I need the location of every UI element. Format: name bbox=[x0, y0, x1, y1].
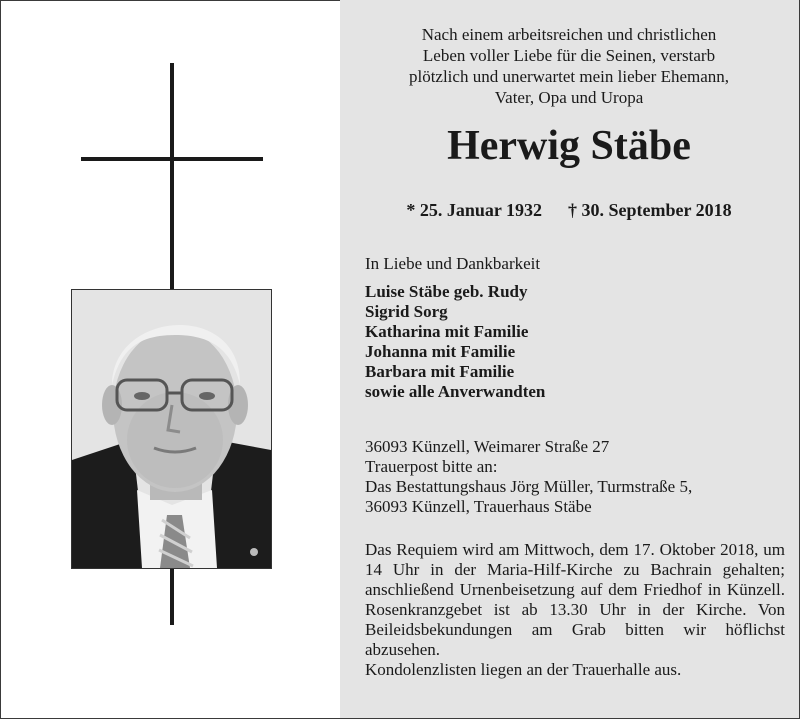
requiem-block bbox=[365, 540, 785, 680]
life-dates bbox=[352, 199, 786, 221]
closing-line: Kondolenzlisten liegen an der Trauerhalle aus. bbox=[365, 660, 682, 679]
cross-horizontal-bar bbox=[81, 157, 263, 161]
mourner: sowie alle Anverwandten bbox=[365, 382, 546, 401]
thanks-line: In Liebe und Dankbarkeit bbox=[365, 254, 541, 273]
mourner: Katharina mit Familie bbox=[365, 322, 529, 341]
intro-line: Vater, Opa und Uropa bbox=[494, 88, 644, 107]
intro-text bbox=[352, 24, 786, 108]
mourner: Sigrid Sorg bbox=[365, 302, 448, 321]
address-line: Trauerpost bitte an: bbox=[365, 457, 498, 476]
birth-date: * 25. Januar 1932 bbox=[406, 200, 543, 220]
address-line: 36093 Künzell, Weimarer Straße 27 bbox=[365, 437, 610, 456]
address-line: Das Bestattungshaus Jörg Müller, Turmstraße 5, bbox=[365, 477, 693, 496]
address-block bbox=[365, 437, 785, 517]
requiem-text: Das Requiem wird am Mittwoch, dem 17. Oktober 2018, um 14 Uhr in der Maria-Hilf-Kirche zu Bachrain gehalten; anschließend Urnenbeisetzung auf dem Friedhof in Künzell. Rosenkranzgebet ist ab 13.30 Uhr in der Kirche. Von Beileidsbekundungen am Grab bitten wir höflichst abzusehen. bbox=[365, 540, 785, 659]
death-date: † 30. September 2018 bbox=[568, 200, 732, 220]
intro-line: Nach einem arbeitsreichen und christlichen bbox=[421, 25, 717, 44]
mourner: Barbara mit Familie bbox=[365, 362, 515, 381]
mourner: Johanna mit Familie bbox=[365, 342, 516, 361]
portrait-photo bbox=[71, 289, 272, 569]
intro-line: Leben voller Liebe für die Seinen, verstarb bbox=[422, 46, 716, 65]
intro-line: plötzlich und unerwartet mein lieber Ehemann, bbox=[408, 67, 730, 86]
mourners-list bbox=[365, 282, 785, 402]
mourner: Luise Stäbe geb. Rudy bbox=[365, 282, 528, 301]
address-line: 36093 Künzell, Trauerhaus Stäbe bbox=[365, 497, 592, 516]
deceased-name: Herwig Stäbe bbox=[447, 123, 691, 169]
